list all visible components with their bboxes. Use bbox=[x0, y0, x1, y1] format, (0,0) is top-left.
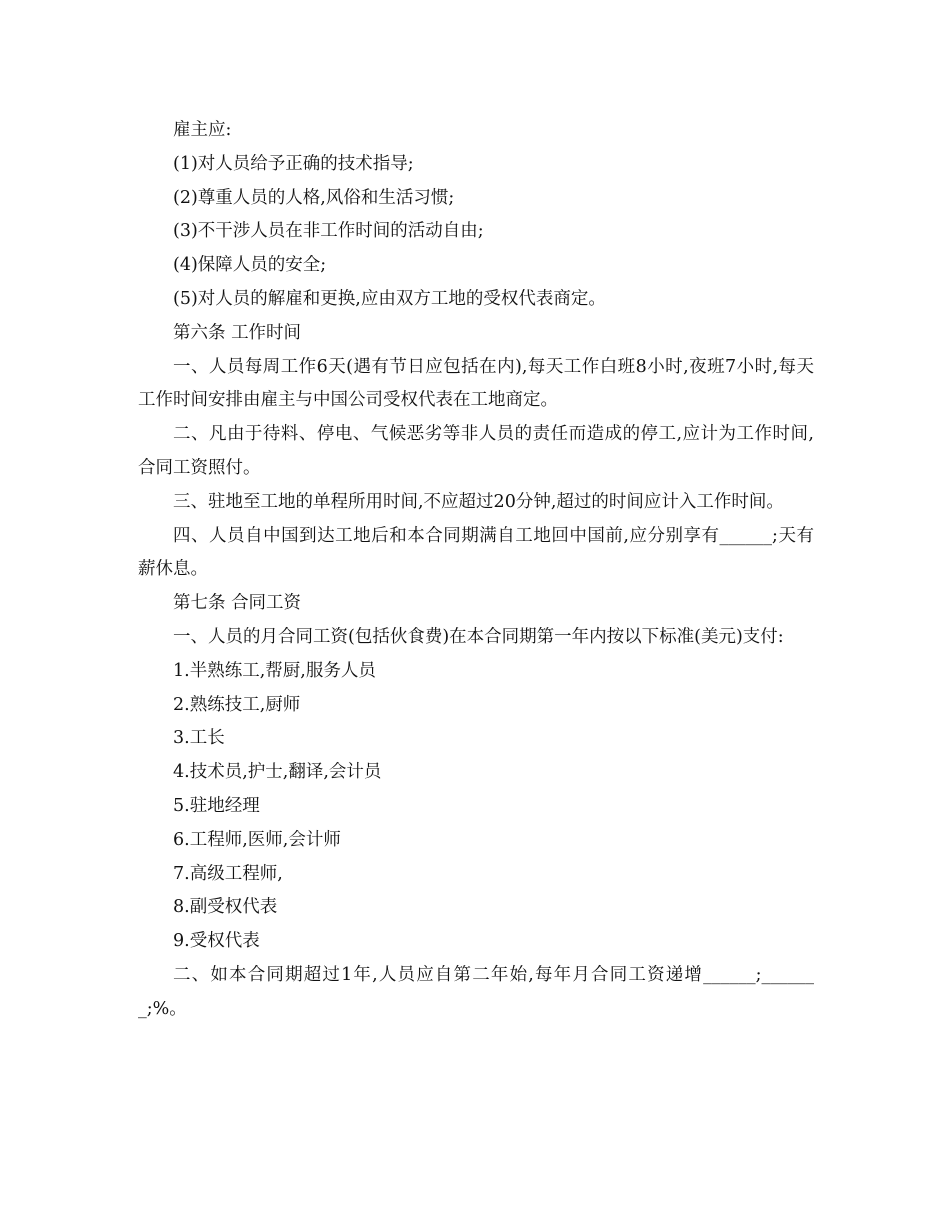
article-7-heading: 第七条 合同工资 bbox=[173, 593, 302, 614]
document-body bbox=[138, 114, 814, 1027]
article-6-clause-4: 四、人员自中国到达工地后和本合同期满自工地回中国前,应分别享有______;天有薪休息。 bbox=[138, 525, 814, 580]
wage-level-5: 5.驻地经理 bbox=[173, 795, 260, 816]
article-7-clause-1: 一、人员的月合同工资(包括伙食费)在本合同期第一年内按以下标准(美元)支付: bbox=[173, 626, 784, 647]
article-6-clause-3: 三、驻地至工地的单程所用时间,不应超过20分钟,超过的时间应计入工作时间。 bbox=[173, 491, 784, 512]
wage-level-8: 8.副受权代表 bbox=[173, 897, 278, 918]
article-7-clause-2: 二、如本合同期超过1年,人员应自第二年始,每年月合同工资递增______;_______;%。 bbox=[138, 964, 814, 1019]
wage-level-4: 4.技术员,护士,翻译,会计员 bbox=[173, 762, 382, 783]
article-6-clause-1: 一、人员每周工作6天(遇有节日应包括在内),每天工作白班8小时,夜班7小时,每天工作时间安排由雇主与中国公司受权代表在工地商定。 bbox=[138, 356, 814, 411]
wage-level-6: 6.工程师,医师,会计师 bbox=[173, 829, 341, 850]
article-6-clause-2: 二、凡由于待料、停电、气候恶劣等非人员的责任而造成的停工,应计为工作时间,合同工资照付。 bbox=[138, 424, 814, 478]
paragraph-duty-2: (2)尊重人员的人格,风俗和生活习惯; bbox=[173, 187, 455, 208]
wage-level-7: 7.高级工程师, bbox=[173, 863, 283, 884]
wage-level-1: 1.半熟练工,帮厨,服务人员 bbox=[173, 660, 376, 681]
paragraph-duty-3: (3)不干涉人员在非工作时间的活动自由; bbox=[173, 221, 484, 242]
paragraph-duty-1: (1)对人员给予正确的技术指导; bbox=[173, 153, 414, 174]
paragraph-duty-4: (4)保障人员的安全; bbox=[173, 255, 327, 276]
article-6-heading: 第六条 工作时间 bbox=[173, 322, 302, 343]
wage-level-9: 9.受权代表 bbox=[173, 931, 260, 952]
wage-level-3: 3.工长 bbox=[173, 728, 225, 749]
paragraph-duty-5: (5)对人员的解雇和更换,应由双方工地的受权代表商定。 bbox=[173, 288, 606, 309]
paragraph-employer-duties-heading: 雇主应: bbox=[173, 120, 232, 140]
wage-level-2: 2.熟练技工,厨师 bbox=[173, 694, 301, 715]
